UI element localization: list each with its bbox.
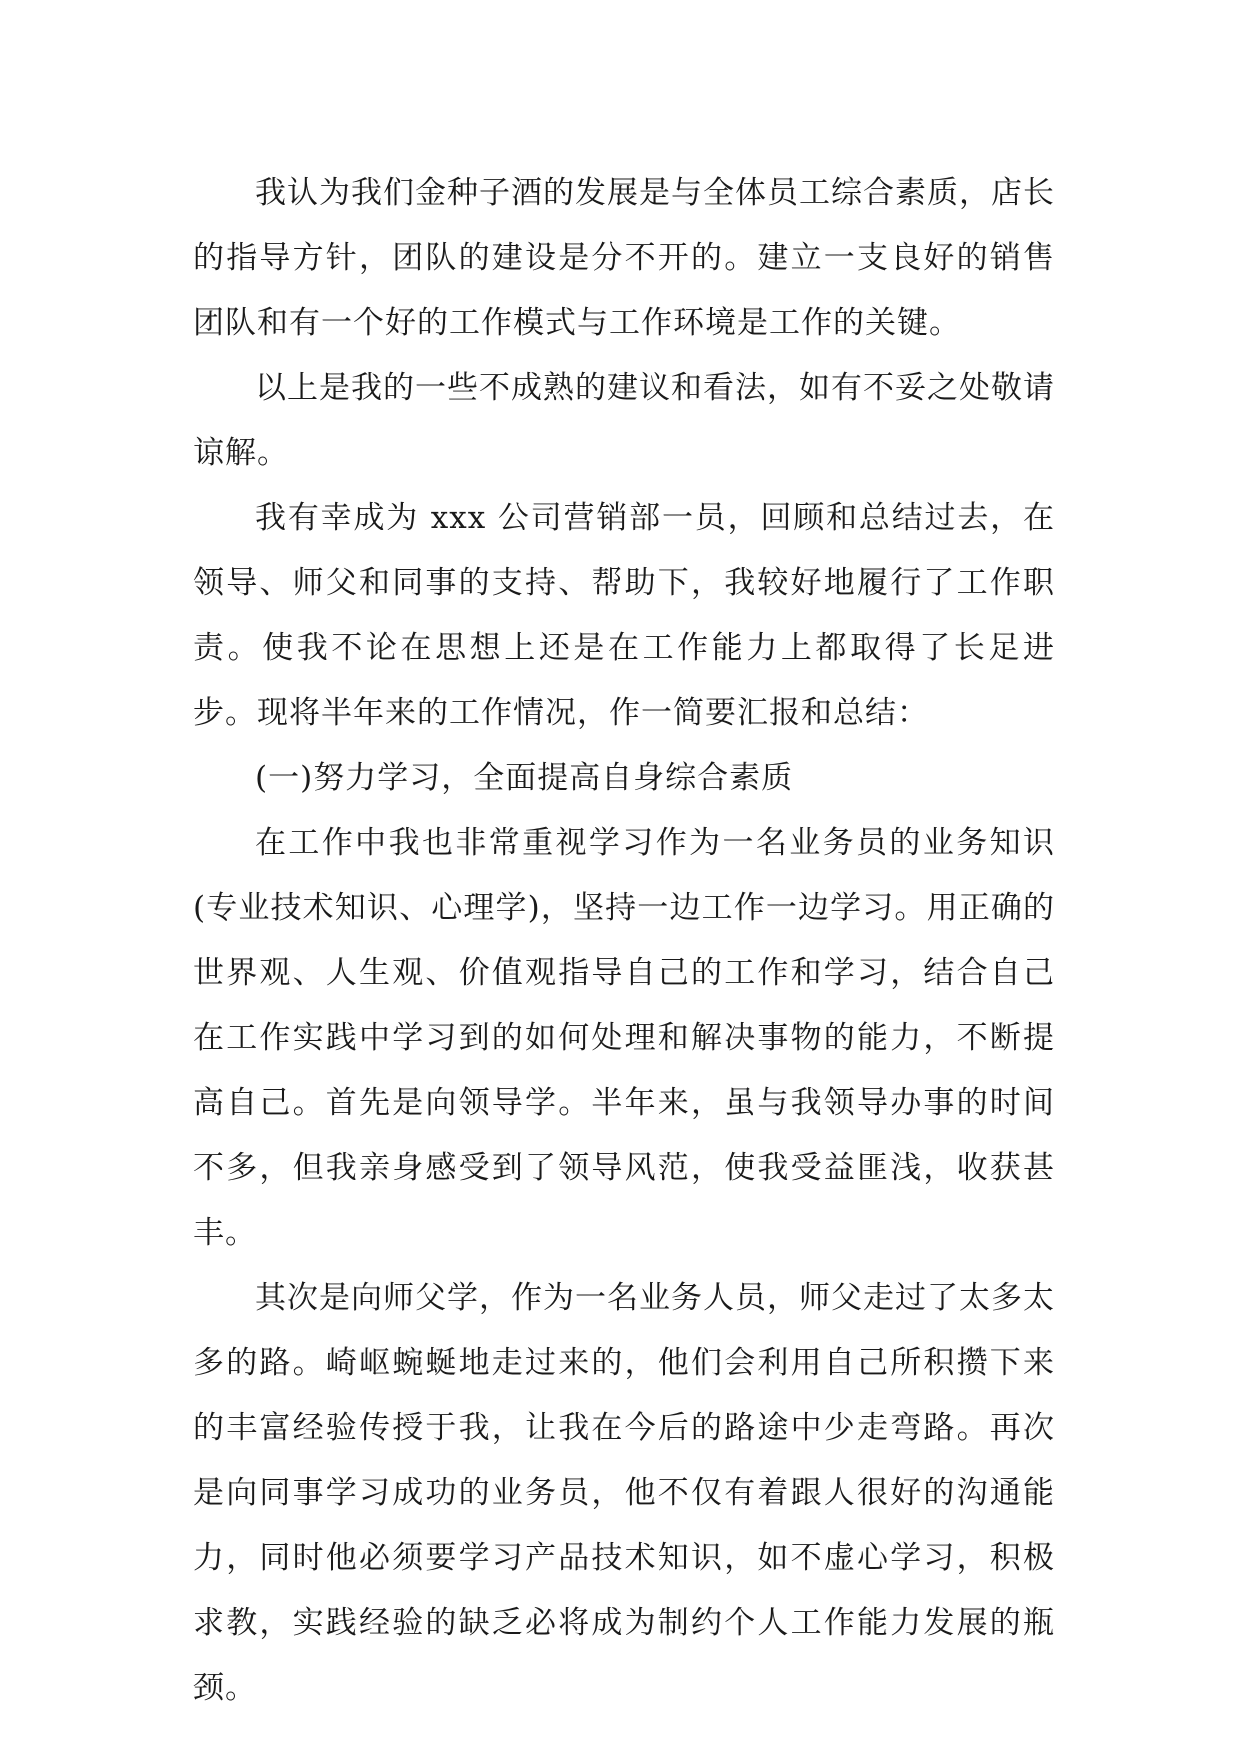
paragraph-learning-from-mentor: 其次是向师父学，作为一名业务人员，师父走过了太多太多的路。崎岖蜿蜒地走过来的，他们会利用自己所积攒下来的丰富经验传授于我，让我在今后的路途中少走弯路。再次是向同事学习成功的业务员，他不仅有着跟人很好的沟通能力，同时他必须要学习产品技术知识，如不虚心学习，积极求教，实践经验的缺乏必将成为制约个人工作能力发展的瓶颈。 <box>193 1280 1055 1706</box>
paragraph-introduction: 我有幸成为 xxx 公司营销部一员，回顾和总结过去，在领导、师父和同事的支持、帮助下，我较好地履行了工作职责。使我不论在思想上还是在工作能力上都取得了长足进步。现将半年来的工作情况，作一简要汇报和总结： <box>193 500 1055 731</box>
section-heading-study: (一)努力学习，全面提高自身综合素质 <box>255 760 794 796</box>
document-body <box>193 161 1055 1721</box>
paragraph-closing-remark: 以上是我的一些不成熟的建议和看法，如有不妥之处敬请谅解。 <box>193 370 1055 471</box>
paragraph-learning-at-work: 在工作中我也非常重视学习作为一名业务员的业务知识(专业技术知识、心理学)，坚持一边工作一边学习。用正确的世界观、人生观、价值观指导自己的工作和学习，结合自己在工作实践中学习到的如何处理和解决事物的能力，不断提高自己。首先是向领导学。半年来，虽与我领导办事的时间不多，但我亲身感受到了领导风范，使我受益匪浅，收获甚丰。 <box>193 825 1055 1251</box>
paragraph-team-building: 我认为我们金种子酒的发展是与全体员工综合素质，店长的指导方针，团队的建设是分不开的。建立一支良好的销售团队和有一个好的工作模式与工作环境是工作的关键。 <box>193 175 1055 341</box>
